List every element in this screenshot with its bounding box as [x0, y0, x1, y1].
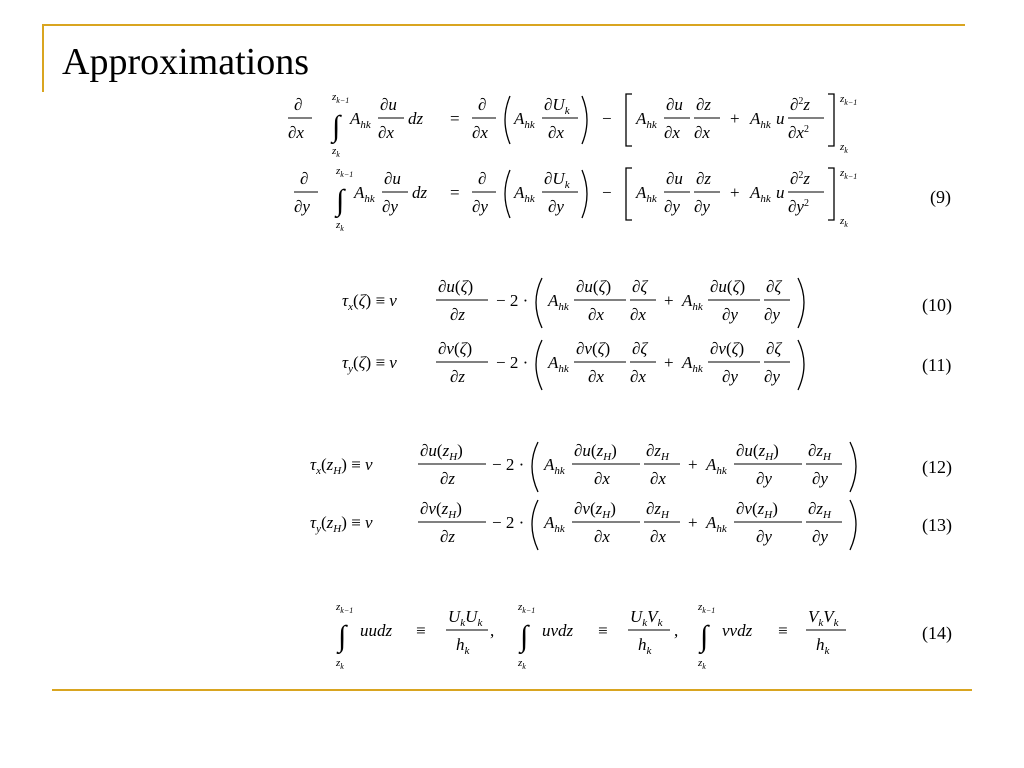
svg-text:hk: $h_k$ — [456, 635, 470, 657]
svg-text:∂x: ∂x — [378, 123, 394, 142]
svg-text:∂x: ∂x — [594, 469, 610, 488]
svg-text:∂zH: $\partial z_H$ — [646, 441, 669, 463]
svg-text:zk: $z_k$ — [518, 657, 526, 671]
equation-11-graphic — [342, 334, 842, 398]
svg-text:zk: $z_k$ — [336, 657, 344, 671]
svg-text:τy(ζ) ≡ ν: $\tau_y(\zeta) \equiv \nu$ — [342, 353, 397, 375]
svg-text:Ahk: $A_{hk}$ — [544, 455, 565, 477]
equation-10 — [342, 272, 842, 336]
svg-text:∂u(ζ): ∂u(ζ) — [438, 277, 474, 296]
equation-9-x-graphic — [286, 88, 906, 160]
svg-text:∂y: ∂y — [694, 197, 710, 216]
svg-text:∂v(zH): $\partial v(z_H)$ — [736, 499, 778, 521]
svg-text:zk−1: $z_{k-1}$ — [332, 91, 350, 105]
svg-text:zk−1: $z_{k-1}$ — [518, 601, 536, 615]
svg-text:∂u(zH): $\partial u(z_H)$ — [574, 441, 617, 463]
equation-9-y-graphic — [292, 162, 912, 234]
svg-text:zk: $z_k$ — [336, 219, 344, 233]
svg-text:− 2 ·: − 2 · — [492, 455, 525, 474]
slide-title: Approximations — [62, 41, 309, 83]
svg-text:u: u — [776, 183, 785, 202]
svg-text:− 2 ·: − 2 · — [496, 291, 529, 310]
svg-text:∂x: ∂x — [630, 305, 646, 324]
svg-text:∂: ∂ — [478, 169, 487, 188]
svg-text:∫: ∫ — [332, 110, 341, 143]
svg-text:UkVk: $U_kV_k$ — [630, 607, 663, 629]
svg-text:∂v(ζ): ∂v(ζ) — [576, 339, 611, 358]
svg-text:≡: ≡ — [778, 621, 788, 640]
svg-text:∂u(ζ): ∂u(ζ) — [576, 277, 612, 296]
svg-text:uvdz: uvdz — [542, 621, 574, 640]
svg-text:∂zH: $\partial z_H$ — [808, 441, 831, 463]
svg-text:dz: dz — [408, 109, 424, 128]
bottom-divider — [52, 689, 972, 691]
equation-12 — [310, 436, 880, 500]
svg-text:UkUk: $U_kU_k$ — [448, 607, 483, 629]
svg-text:uudz: uudz — [360, 621, 393, 640]
svg-text:∂z: ∂z — [440, 469, 456, 488]
svg-text:∂u: ∂u — [380, 95, 397, 114]
svg-text:∂y: ∂y — [472, 197, 488, 216]
svg-text:∫: ∫ — [700, 620, 709, 653]
equation-9-y — [292, 162, 912, 234]
svg-text:u: u — [776, 109, 785, 128]
svg-text:+: + — [688, 455, 698, 474]
svg-text:∂zH: $\partial z_H$ — [808, 499, 831, 521]
svg-text:zk−1: $z_{k-1}$ — [336, 165, 354, 179]
svg-text:∂x: ∂x — [694, 123, 710, 142]
svg-text:+: + — [664, 353, 674, 372]
equation-9-number: (9) — [930, 187, 951, 207]
svg-text:∂v(zH): $\partial v(z_H)$ — [574, 499, 616, 521]
svg-text:∂y: ∂y — [756, 469, 772, 488]
svg-text:∂y: ∂y — [664, 197, 680, 216]
svg-text:∂x: ∂x — [594, 527, 610, 546]
equation-13-graphic — [310, 494, 880, 558]
svg-text:Ahk: $A_{hk}$ — [350, 109, 371, 131]
svg-text:∂v(zH): $\partial v(z_H)$ — [420, 499, 462, 521]
svg-text:∂u: ∂u — [666, 169, 683, 188]
svg-text:Ahk: $A_{hk}$ — [544, 513, 565, 535]
svg-text:∂x: ∂x — [588, 305, 604, 324]
equation-14 — [334, 596, 874, 672]
svg-text:∂y: ∂y — [722, 367, 738, 386]
svg-text:∂u(zH): $\partial u(z_H)$ — [736, 441, 779, 463]
svg-text:∂y: ∂y — [812, 527, 828, 546]
svg-text:∂Uk: $\partial U_k$ — [544, 95, 570, 117]
svg-text:∂y: ∂y — [294, 197, 310, 216]
svg-text:=: = — [450, 109, 460, 128]
equation-10-number: (10) — [922, 295, 952, 315]
svg-text:∂ζ: ∂ζ — [766, 277, 782, 296]
svg-text:zk−1: $z_{k-1}$ — [840, 167, 858, 181]
svg-text:∂: ∂ — [294, 95, 303, 114]
svg-text:Ahk: $A_{hk}$ — [548, 353, 569, 375]
svg-text:∂u(ζ): ∂u(ζ) — [710, 277, 746, 296]
svg-text:∂x: ∂x — [630, 367, 646, 386]
svg-text:,: , — [674, 621, 679, 640]
svg-text:∂x: ∂x — [472, 123, 488, 142]
svg-text:− 2 ·: − 2 · — [496, 353, 529, 372]
equation-12-number: (12) — [922, 457, 952, 477]
svg-text:Ahk: $A_{hk}$ — [682, 291, 703, 313]
svg-text:∫: ∫ — [520, 620, 529, 653]
svg-text:dz: dz — [412, 183, 428, 202]
svg-text:+: + — [688, 513, 698, 532]
svg-text:zk−1: $z_{k-1}$ — [698, 601, 716, 615]
equation-11 — [342, 334, 842, 398]
svg-text:∂zH: $\partial z_H$ — [646, 499, 669, 521]
svg-text:∂u: ∂u — [666, 95, 683, 114]
svg-text:Ahk: $A_{hk}$ — [514, 183, 535, 205]
svg-text:∂x: ∂x — [650, 527, 666, 546]
svg-text:∂x: ∂x — [548, 123, 564, 142]
svg-text:∂z: ∂z — [696, 169, 712, 188]
svg-text:−: − — [602, 109, 612, 128]
svg-text:∂x: ∂x — [664, 123, 680, 142]
svg-text:∂y: ∂y — [764, 305, 780, 324]
svg-text:∂x2: $\partial x^2$ — [788, 123, 809, 142]
svg-text:∂2z: ∂$^2$z — [790, 95, 811, 114]
equation-9-x — [286, 88, 906, 160]
svg-text:zk−1: $z_{k-1}$ — [840, 93, 858, 107]
svg-text:∂: ∂ — [300, 169, 309, 188]
svg-text:Ahk: $A_{hk}$ — [548, 291, 569, 313]
svg-text:zk: $z_k$ — [840, 215, 848, 229]
svg-text:VkVk: $V_kV_k$ — [808, 607, 839, 629]
svg-text:∂y: ∂y — [382, 197, 398, 216]
svg-text:Ahk: $A_{hk}$ — [750, 109, 771, 131]
svg-text:hk: $h_k$ — [638, 635, 652, 657]
svg-text:∂u(zH): $\partial u(z_H)$ — [420, 441, 463, 463]
svg-text:vvdz: vvdz — [722, 621, 753, 640]
title-accent-bar — [42, 24, 44, 92]
svg-text:≡: ≡ — [416, 621, 426, 640]
svg-text:zk: $z_k$ — [840, 141, 848, 155]
svg-text:∂ζ: ∂ζ — [632, 277, 648, 296]
svg-text:+: + — [730, 183, 740, 202]
svg-text:∂y2: $\partial y^2$ — [788, 197, 809, 216]
svg-text:Ahk: $A_{hk}$ — [750, 183, 771, 205]
svg-text:∂z: ∂z — [450, 305, 466, 324]
svg-text:∂y: ∂y — [812, 469, 828, 488]
svg-text:∂y: ∂y — [756, 527, 772, 546]
svg-text:τy(zH) ≡ ν: $\tau_y(z_H) \equiv \nu$ — [310, 513, 373, 535]
svg-text:=: = — [450, 183, 460, 202]
svg-text:∂2z: ∂$^2$z — [790, 169, 811, 188]
svg-text:∂y: ∂y — [548, 197, 564, 216]
svg-text:τx(ζ) ≡ ν: $\tau_x(\zeta) \equiv \nu$ — [342, 291, 397, 313]
equation-14-number: (14) — [922, 623, 952, 643]
svg-text:∂z: ∂z — [450, 367, 466, 386]
equation-10-graphic — [342, 272, 842, 336]
svg-text:Ahk: $A_{hk}$ — [514, 109, 535, 131]
svg-text:∫: ∫ — [336, 184, 345, 217]
svg-text:zk: $z_k$ — [332, 145, 340, 159]
svg-text:∂v(ζ): ∂v(ζ) — [438, 339, 473, 358]
top-divider — [44, 24, 965, 26]
svg-text:Ahk: $A_{hk}$ — [636, 183, 657, 205]
svg-text:∂v(ζ): ∂v(ζ) — [710, 339, 745, 358]
equation-12-graphic — [310, 436, 880, 500]
svg-text:hk: $h_k$ — [816, 635, 830, 657]
svg-text:+: + — [730, 109, 740, 128]
equation-14-graphic — [334, 596, 874, 672]
svg-text:Ahk: $A_{hk}$ — [636, 109, 657, 131]
svg-text:−: − — [602, 183, 612, 202]
svg-text:∂x: ∂x — [288, 123, 304, 142]
svg-text:Ahk: $A_{hk}$ — [682, 353, 703, 375]
svg-text:∂z: ∂z — [440, 527, 456, 546]
svg-text:− 2 ·: − 2 · — [492, 513, 525, 532]
svg-text:∂y: ∂y — [764, 367, 780, 386]
svg-text:∫: ∫ — [338, 620, 347, 653]
svg-text:Ahk: $A_{hk}$ — [706, 455, 727, 477]
svg-text:∂u: ∂u — [384, 169, 401, 188]
equation-11-number: (11) — [922, 355, 952, 375]
svg-text:∂: ∂ — [478, 95, 487, 114]
svg-text:,: , — [490, 621, 495, 640]
svg-text:∂ζ: ∂ζ — [766, 339, 782, 358]
svg-text:zk−1: $z_{k-1}$ — [336, 601, 354, 615]
svg-text:≡: ≡ — [598, 621, 608, 640]
svg-text:Ahk: $A_{hk}$ — [354, 183, 375, 205]
equation-13-number: (13) — [922, 515, 952, 535]
svg-text:∂ζ: ∂ζ — [632, 339, 648, 358]
svg-text:τx(zH) ≡ ν: $\tau_x(z_H) \equiv \nu$ — [310, 455, 373, 477]
svg-text:Ahk: $A_{hk}$ — [706, 513, 727, 535]
svg-text:∂Uk: $\partial U_k$ — [544, 169, 570, 191]
svg-text:∂x: ∂x — [650, 469, 666, 488]
svg-text:∂z: ∂z — [696, 95, 712, 114]
svg-text:zk: $z_k$ — [698, 657, 706, 671]
equation-13 — [310, 494, 880, 558]
svg-text:∂x: ∂x — [588, 367, 604, 386]
svg-text:∂y: ∂y — [722, 305, 738, 324]
svg-text:+: + — [664, 291, 674, 310]
